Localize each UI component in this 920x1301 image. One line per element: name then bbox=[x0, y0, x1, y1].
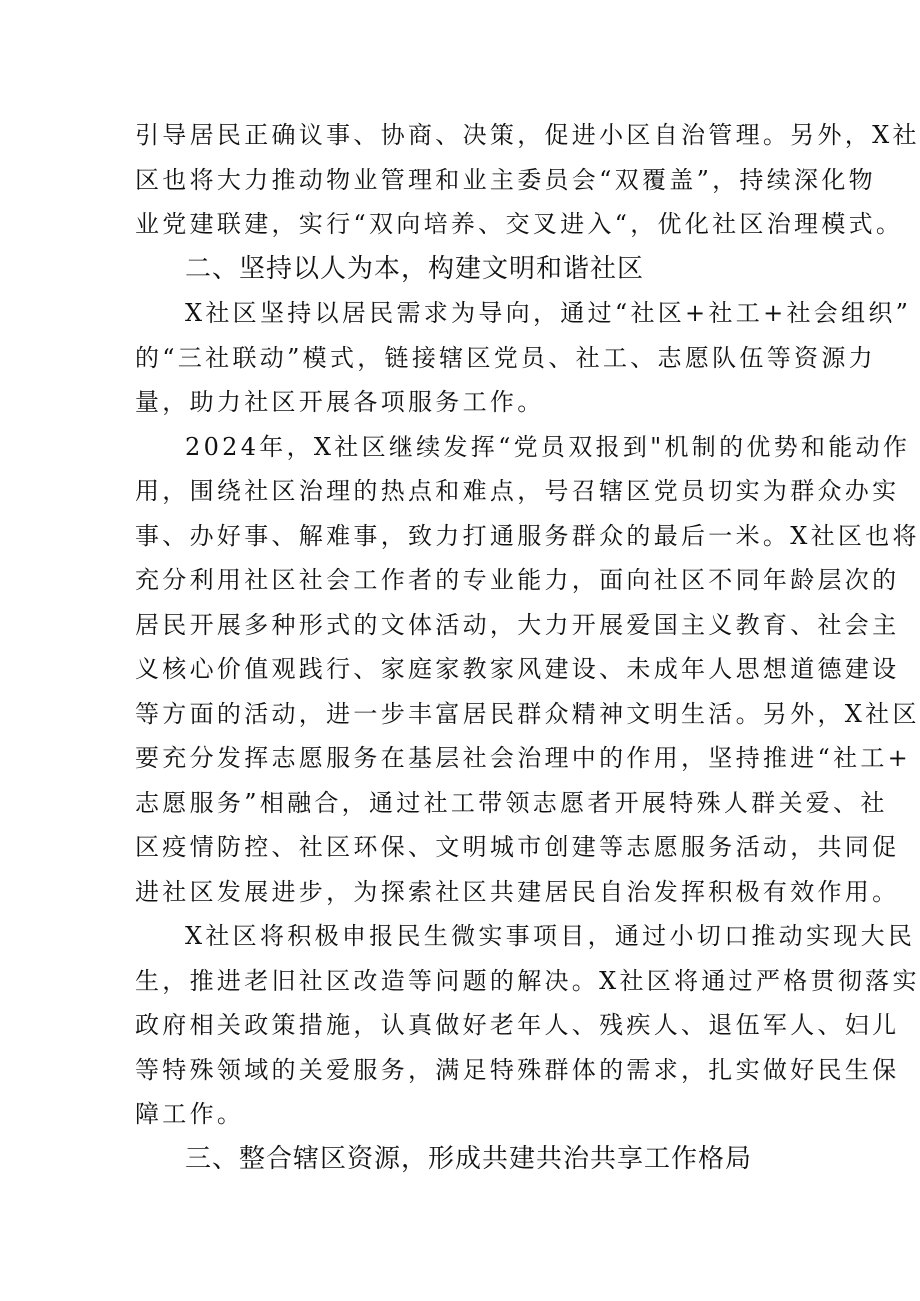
paragraph-2-line-9: 志愿服务”相融合，通过社工带领志愿者开展特殊人群关爱、社 bbox=[135, 789, 888, 817]
paragraph-1-line-2: 的“三社联动”模式，链接辖区党员、社工、志愿队伍等资源力 bbox=[135, 344, 876, 372]
paragraph-2-line-5: 居民开展多种形式的文体活动，大力开展爱国主义教育、社会主 bbox=[135, 611, 900, 639]
paragraph-2-line-10: 区疫情防控、社区环保、文明城市创建等志愿服务活动，共同促 bbox=[135, 833, 900, 861]
paragraph-2-line-6: 义核心价值观践行、家庭家教家风建设、未成年人思想道德建设 bbox=[135, 655, 900, 683]
paragraph-2-line-11: 进社区发展进步，为探索社区共建居民自治发挥积极有效作用。 bbox=[135, 878, 900, 906]
paragraph-3-line-2: 生，推进老旧社区改造等问题的解决。X社区将通过严格贯彻落实 bbox=[135, 967, 920, 995]
paragraph-1-line-3: 量，助力社区开展各项服务工作。 bbox=[135, 388, 545, 416]
paragraph-3-line-1: X社区将积极申报民生微实事项目，通过小切口推动实现大民 bbox=[185, 922, 916, 950]
paragraph-2-line-1: 2024年，X社区继续发挥“党员双报到"机制的优势和能动作 bbox=[185, 433, 911, 461]
paragraph-2-line-2: 用，围绕社区治理的热点和难点，号召辖区党员切实为群众办实 bbox=[135, 477, 900, 505]
paragraph-2-line-7: 等方面的活动，进一步丰富居民群众精神文明生活。另外，X社区 bbox=[135, 700, 920, 728]
paragraph-2-line-8: 要充分发挥志愿服务在基层社会治理中的作用，坚持推进“社工+ bbox=[135, 744, 912, 772]
paragraph-3-line-5: 障工作。 bbox=[135, 1100, 245, 1128]
paragraph-2-line-3: 事、办好事、解难事，致力打通服务群众的最后一米。X社区也将 bbox=[135, 522, 920, 550]
section-heading-3: 三、整合辖区资源，形成共建共治共享工作格局 bbox=[185, 1144, 753, 1174]
continuation-line-1: 引导居民正确议事、协商、决策，促进小区自治管理。另外，X社 bbox=[135, 121, 920, 149]
continuation-line-2: 区也将大力推动物业管理和业主委员会“双覆盖”，持续深化物 bbox=[135, 166, 876, 194]
paragraph-2-line-4: 充分利用社区社会工作者的专业能力，面向社区不同年龄层次的 bbox=[135, 566, 900, 594]
paragraph-1-line-1: X社区坚持以居民需求为导向，通过“社区+社工+社会组织” bbox=[185, 299, 912, 327]
section-heading-2: 二、坚持以人为本，构建文明和谐社区 bbox=[185, 254, 645, 284]
paragraph-3-line-3: 政府相关政策措施，认真做好老年人、残疾人、退伍军人、妇儿 bbox=[135, 1011, 900, 1039]
continuation-line-3: 业党建联建，实行“双向培养、交叉进入“，优化社区治理模式。 bbox=[135, 210, 904, 238]
paragraph-3-line-4: 等特殊领域的关爱服务，满足特殊群体的需求，扎实做好民生保 bbox=[135, 1056, 900, 1084]
